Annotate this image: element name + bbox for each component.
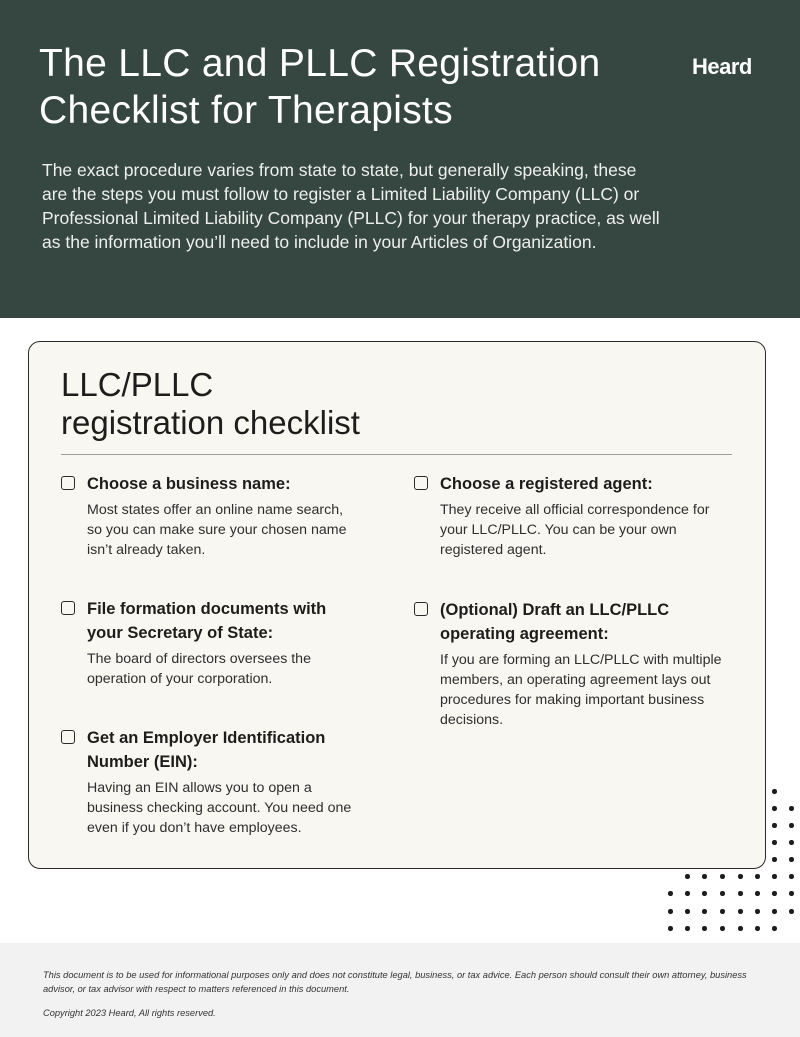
dot (720, 874, 725, 879)
page-title-line1: The LLC and PLLC Registration (39, 42, 601, 85)
checklist-item-ein (61, 726, 361, 838)
dot (738, 926, 743, 931)
checklist-item-registered-agent (414, 472, 734, 560)
hero-header (0, 0, 800, 318)
dot (738, 874, 743, 879)
checkbox[interactable] (61, 476, 75, 490)
dot (789, 806, 794, 811)
dot (702, 891, 707, 896)
checkbox[interactable] (61, 601, 75, 615)
checklist-title (61, 366, 360, 442)
dot (685, 926, 690, 931)
dot (772, 874, 777, 879)
dot (772, 909, 777, 914)
dot (772, 857, 777, 862)
dot (720, 926, 725, 931)
checklist-item-business-name (61, 472, 351, 560)
divider (61, 454, 732, 455)
checklist-item-title: Choose a registered agent: (440, 475, 653, 493)
dot (789, 840, 794, 845)
dot (772, 840, 777, 845)
dot (755, 909, 760, 914)
checklist-item-file-formation (61, 597, 351, 689)
page-title-line2: Checklist for Therapists (39, 89, 453, 132)
checklist-item-title: Choose a business name: (87, 475, 291, 493)
dot (738, 909, 743, 914)
checklist-item-body: They receive all official correspondence for your LLC/PLLC. You can be your own registered agent. (440, 502, 710, 558)
page-title (39, 40, 679, 134)
checklist-item-title: File formation documents with your Secretary of State: (87, 600, 327, 642)
checklist-item-body: Most states offer an online name search, so you can make sure your chosen name isn’t already taken. (87, 502, 347, 558)
dot (772, 789, 777, 794)
dot (772, 891, 777, 896)
copyright-text: Copyright 2023 Heard, All rights reserved. (43, 1008, 216, 1018)
dot (789, 857, 794, 862)
dot (685, 891, 690, 896)
dot (755, 891, 760, 896)
checkbox[interactable] (61, 730, 75, 744)
disclaimer-text: This document is to be used for informational purposes only and does not constitute legal, business, or tax advice. Each person should consult their own attorney, business advisor, or tax advisor with respect to matters referenced in this document. (43, 970, 747, 994)
dot (720, 891, 725, 896)
dot (755, 874, 760, 879)
dot (668, 891, 673, 896)
checklist-item-operating-agreement (414, 598, 724, 730)
footer (0, 943, 800, 1037)
checklist-item-body: The board of directors oversees the operation of your corporation. (87, 651, 311, 687)
dot (702, 926, 707, 931)
checklist-title-line1: LLC/PLLC (61, 366, 214, 403)
dot (789, 823, 794, 828)
checklist-item-title: (Optional) Draft an LLC/PLLC operating agreement: (440, 601, 670, 643)
dot (685, 909, 690, 914)
dot (685, 874, 690, 879)
dot (772, 823, 777, 828)
checkbox[interactable] (414, 476, 428, 490)
checklist-title-line2: registration checklist (61, 404, 360, 441)
dot (772, 806, 777, 811)
dot (789, 891, 794, 896)
checklist-item-body: If you are forming an LLC/PLLC with multiple members, an operating agreement lays out procedures for making important business decisions. (440, 652, 722, 728)
dot (789, 909, 794, 914)
dot (755, 926, 760, 931)
dot (668, 909, 673, 914)
checkbox[interactable] (414, 602, 428, 616)
dot (702, 874, 707, 879)
dot (702, 909, 707, 914)
dot (772, 926, 777, 931)
checklist-item-body: Having an EIN allows you to open a business checking account. You need one even if you don’t have employees. (87, 780, 352, 836)
dot (668, 926, 673, 931)
dot (738, 891, 743, 896)
checklist-item-title: Get an Employer Identification Number (EIN): (87, 729, 326, 771)
intro-paragraph: The exact procedure varies from state to state, but generally speaking, these are the steps you must follow to register a Limited Liability Company (LLC) or Professional Limited Liability Company (PLLC) for your therapy practice, as well as the information you’ll need to include in your Articles of Organization. (42, 160, 660, 252)
dot (720, 909, 725, 914)
brand-logo: Heard (692, 54, 752, 79)
checklist-card (28, 341, 766, 869)
dot (789, 874, 794, 879)
